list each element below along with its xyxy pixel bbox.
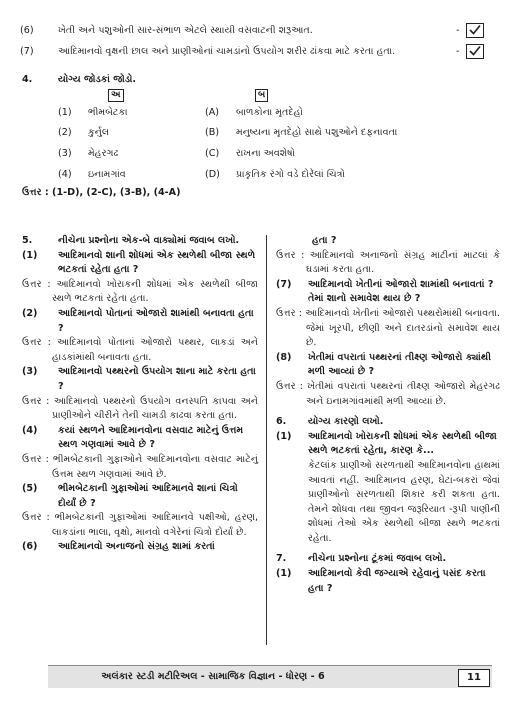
item-text: ખેતી અને પશુઓની સાર-સંભાળ એટલે સ્થાયી વસવાટની શરૂઆત. xyxy=(58,25,313,36)
qa-item xyxy=(22,540,258,555)
page-number: 11 xyxy=(458,669,490,687)
row-letter: (D) xyxy=(205,169,220,180)
question-text: આદિમાનવો અનાજનો સંગ્રહ શામાં કરતાં xyxy=(58,541,215,553)
section-6-heading xyxy=(276,415,500,430)
section-title: યોગ્ય કારણો લખો. xyxy=(308,416,384,428)
question-number: (1) xyxy=(276,568,292,580)
qa-item xyxy=(22,307,258,365)
column-b-item: બાળકોના મૃતદેહો xyxy=(236,107,303,118)
qa-item xyxy=(276,567,500,596)
question-number: (1) xyxy=(276,430,292,442)
qa-item xyxy=(22,424,258,482)
qa-item xyxy=(22,482,258,540)
column-a-item: કુર્નુલ xyxy=(88,127,110,138)
answer-text: ઉત્તર : આદિમાનવો ખેતીનાં ઓજારો પથ્થરોમાંથી બનાવતા. જેમાં ખૂરપી, છીણી અને દાતરડાંનો સમાવેશ થાય છે. xyxy=(276,307,500,349)
qa-item xyxy=(276,278,500,351)
answer-text: ઉત્તર : ખેતીમાં વપરાતાં પથ્થરનાં તીક્ષ્ણ ઓજારો મેહરગઢ અને ઇનામગાંવમાંથી મળી આવ્યાં છે. xyxy=(276,380,500,407)
section-number: 5. xyxy=(22,235,33,246)
answer-text: ઉત્તર : ભીમબેટકાની ગુફાઓમાં આદિમાનવે પક્ષીઓ, હરણ, લાકડાંના ભાલા, વૃક્ષો, માનવો વગેરેનાં ચિત્રો દોર્યાં છે. xyxy=(22,512,258,538)
check-box-icon xyxy=(466,23,484,38)
question-text: આદિમાનવો શાની શોધમાં એક સ્થળેથી બીજા સ્થળે ભટકતાં રહેતા હતા ? xyxy=(58,249,256,276)
question-number: (1) xyxy=(22,249,38,261)
column-b-item: પ્રાકૃતિક રંગો વડે દોરેલાં ચિત્રો xyxy=(236,169,345,180)
column-divider xyxy=(266,235,267,645)
dash-mark: - xyxy=(456,25,460,36)
row-letter: (C) xyxy=(205,148,220,159)
question-text: આદિમાનવો ખોરાકની શોધમાં એક સ્થળેથી બીજા સ્થળે ભટકતાં રહેતા, કારણ કે... xyxy=(308,430,497,457)
reason-item xyxy=(276,430,500,547)
question-text: ખેતીમાં વપરાતાં પથ્થરનાં તીક્ષ્ણ ઓજારો ક્યાંથી મળી આવ્યાં છે ? xyxy=(308,351,491,378)
section-number: 4. xyxy=(22,74,33,85)
question-number: (8) xyxy=(276,351,292,363)
question-continuation: હતા ? xyxy=(312,235,337,246)
row-letter: (B) xyxy=(205,127,220,138)
answer-text: ઉત્તર : આદિમાનવો ખોરાકની શોધમાં એક સ્થળેથી બીજા સ્થળે ભટકતાં રહેતા હતા. xyxy=(22,278,258,305)
question-number: (4) xyxy=(22,424,38,436)
column-a-tag: અ xyxy=(108,89,124,102)
question-text: કયાં સ્થળને આદિમાનવોના વસવાટ માટેનું ઉત્તમ સ્થળ ગણવામાં આવે છે ? xyxy=(58,424,244,451)
answer-text: ઉત્તર : ભીમબેટકાની ગુફાઓને આદિમાનવોના વસવાટ માટેનું ઉત્તમ સ્થળ ગણવામાં આવે છે. xyxy=(22,453,258,480)
row-number: (2) xyxy=(58,127,72,138)
answer-text: ઉત્તર : આદિમાનવો પોતાનાં ઓજારો પથ્થર, લાકડાં અને હાડકાંમાંથી બનાવતા હતા. xyxy=(22,337,258,363)
row-number: (1) xyxy=(58,107,72,118)
item-number: (7) xyxy=(20,46,34,57)
check-box-icon xyxy=(466,44,484,59)
question-text: આદિમાનવો પોતાનાં ઓજારો શામાંથી બનાવતા હતા ? xyxy=(58,307,254,334)
column-a-item: ભીમબેટકા xyxy=(88,107,128,118)
row-letter: (A) xyxy=(205,107,220,118)
column-b-item: રાખના અવશેષો xyxy=(236,148,296,159)
question-text: ભીમબેટકાની ગુફાઓમાં આદિમાનવે શાનાં ચિત્રો દોર્યાં છે ? xyxy=(58,483,238,509)
match-answer: ઉત્તર : (1-D), (2-C), (3-B), (4-A) xyxy=(22,187,181,198)
question-number: (2) xyxy=(22,307,38,319)
footer-title: અલંકાર સ્ટડી મટીરિઅલ - સામાજિક વિજ્ઞાન - ધોરણ - 6 xyxy=(101,671,325,682)
question-text: આદિમાનવો કેવી જગ્યાએ રહેવાનું પસંદ કરતા હતા ? xyxy=(308,568,486,594)
column-a-item: મેહરગઢ xyxy=(88,148,119,159)
qa-item xyxy=(276,351,500,409)
item-text: આદિમાનવો વૃક્ષની છાલ અને પ્રાણીઓનાં ચામડાંનો ઉપયોગ શરીર ઢાંકવા માટે કરતા હતા. xyxy=(58,46,396,57)
question-number: (3) xyxy=(22,366,38,378)
question-text: આદિમાનવો પથ્થરનો ઉપયોગ શાના માટે કરતા હતા ? xyxy=(58,366,256,392)
section-7-heading xyxy=(276,552,500,567)
section-number: 6. xyxy=(276,416,287,428)
question-number: (7) xyxy=(276,278,292,290)
qa-item xyxy=(22,365,258,423)
answer-text: ઉત્તર : આદિમાનવો અનાજનો સંગ્રહ માટીનાં માટલાં કે ઘડામાં કરતા હતા. xyxy=(276,249,500,276)
row-number: (4) xyxy=(58,169,72,180)
section-number: 7. xyxy=(276,553,287,565)
left-column xyxy=(22,234,258,555)
item-number: (6) xyxy=(20,25,34,36)
column-a-item: ઇનામગાંવ xyxy=(88,169,126,180)
section-title: નીચેના પ્રશ્નોના ટૂંકમાં જવાબ લખો. xyxy=(308,553,447,565)
question-number: (5) xyxy=(22,483,38,495)
column-b-item: મનુષ્યના મૃતદેહો સાથે પશુઓને દફનાવતા xyxy=(236,127,398,138)
section-5-heading xyxy=(22,234,258,249)
question-text: આદિમાનવો ખેતીનાં ઓજારો શામાંથી બનાવતાં ? તેમાં શાનો સમાવેશ થાય છે ? xyxy=(308,278,494,305)
column-b-tag: બ xyxy=(255,89,268,102)
row-number: (3) xyxy=(58,148,72,159)
question-number: (6) xyxy=(22,541,38,553)
right-column xyxy=(276,234,500,596)
dash-mark: - xyxy=(456,46,460,57)
answer-text: કેટલાંક પ્રાણીઓ સરળતાથી આદિમાનવોના હાથમાં આવતાં નહીં. આદિમાનવ હરણ, ઘેટાં-બકરાં જેવાં પ્રાણીઓનો સરળતાથી શિકાર કરી શકતા હતા. તેમને શોધવા તથા જીવન જરૂરિયાત -રૂપી પાણીની શોધમાં તેઓ એક સ્થળેથી બીજા સ્થળે ભટકતાં રહેતા. xyxy=(308,459,500,544)
section-title: યોગ્ય જોડકાં જોડો. xyxy=(58,74,137,85)
answer-text: ઉત્તર : આદિમાનવો પથ્થરનો ઉપયોગ વનસ્પતિ કાપવા અને પ્રાણીઓને ચીરીને તેની ચામડી કાઢવા કરતા હતા. xyxy=(22,395,258,422)
qa-item xyxy=(22,249,258,307)
section-title: નીચેના પ્રશ્નોના એક-બે વાક્યોમાં જવાબ લખો. xyxy=(58,235,240,246)
page-footer xyxy=(48,665,492,688)
